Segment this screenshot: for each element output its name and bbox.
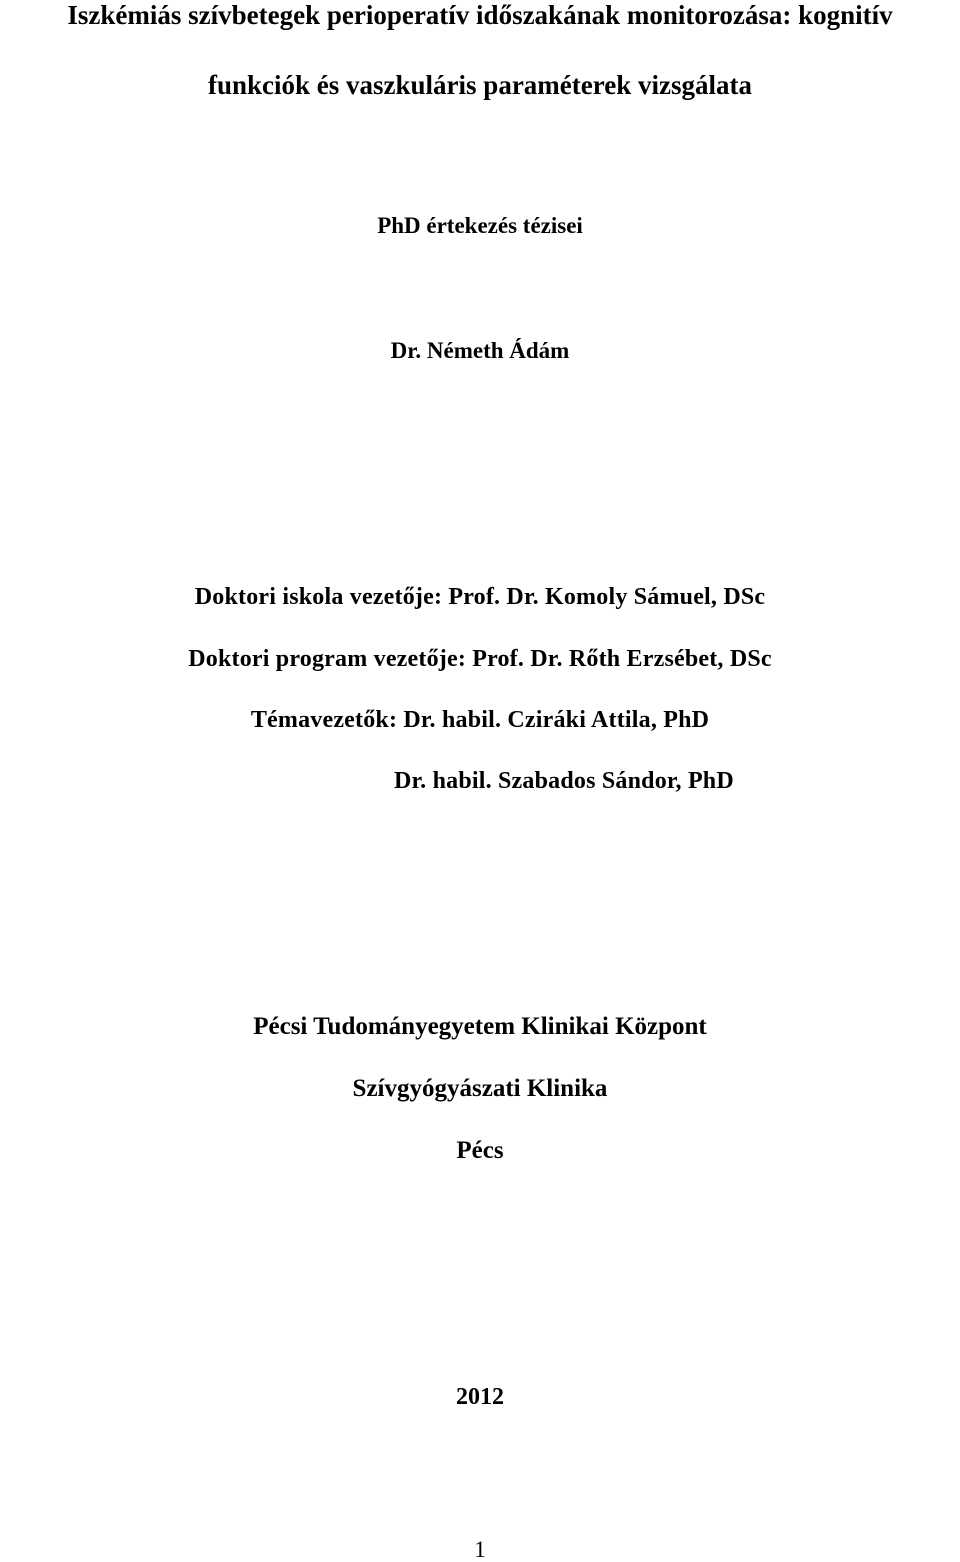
year: 2012 <box>456 1384 504 1410</box>
doctoral-school-head: Doktori iskola vezetője: Prof. Dr. Komoly Sámuel, DSc <box>194 584 766 610</box>
doctoral-program-head: Doktori program vezetője: Prof. Dr. Rőth Erzsébet, DSc <box>188 646 772 672</box>
supervisor-2: Dr. habil. Szabados Sándor, PhD <box>394 768 734 794</box>
author-name: Dr. Németh Ádám <box>390 338 570 363</box>
page-number: 1 <box>474 1537 486 1562</box>
title-line-1: Iszkémiás szívbetegek perioperatív időszakának monitorozása: kognitív <box>67 0 893 30</box>
document-type: PhD értekezés tézisei <box>377 213 583 238</box>
clinic-name: Szívgyógyászati Klinika <box>352 1075 608 1102</box>
city-name: Pécs <box>456 1137 504 1164</box>
title-line-2: funkciók és vaszkuláris paraméterek vizsgálata <box>208 70 752 100</box>
supervisors-line: Témavezetők: Dr. habil. Cziráki Attila, PhD <box>250 707 710 733</box>
university-name: Pécsi Tudományegyetem Klinikai Központ <box>253 1013 707 1040</box>
